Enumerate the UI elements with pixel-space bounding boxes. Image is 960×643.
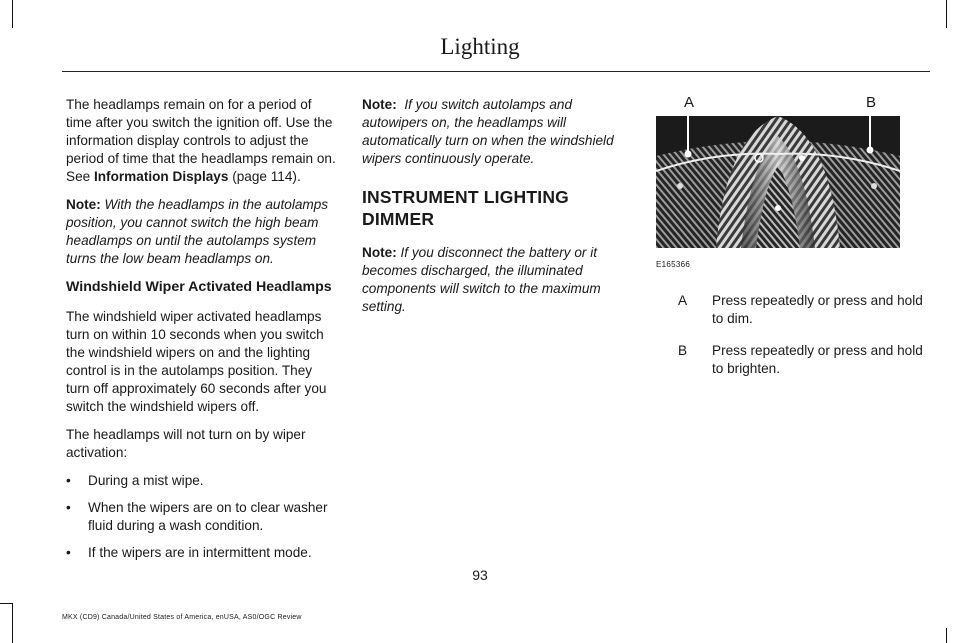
paragraph-wiper-activated: The windshield wiper activated headlamps turn on within 10 seconds when you switch the windshield wipers on and the lighting control is in the autolamps position. They turn off approximately 60 seconds after you switch the windshield wipers off. xyxy=(66,309,327,414)
crop-mark-top-right-v xyxy=(946,0,947,28)
definition-row-b xyxy=(656,342,926,378)
instrument-panel-image xyxy=(656,116,900,248)
instrument-panel-illustration xyxy=(656,116,900,248)
paragraph-headlamp-delay: The headlamps remain on for a period of time after you switch the ignition off. Use the information display controls to adjust the period of time that the headlamps remain on. See Information Displays (page 114). xyxy=(66,97,336,184)
column-middle xyxy=(362,96,630,326)
note-autowipers: Note: If you switch autolamps and autowipers on, the headlamps will automatically turn on when the windshield wipers continuously operate. xyxy=(362,97,614,166)
paragraph-will-not-turn-on: The headlamps will not turn on by wiper activation: xyxy=(66,427,306,460)
list-item: • When the wipers are on to clear washer fluid during a wash condition. xyxy=(66,500,328,533)
page-title: Lighting xyxy=(440,34,520,59)
crop-mark-bottom-right-v xyxy=(946,628,947,643)
callout-a: A xyxy=(684,94,695,111)
definition-key: B xyxy=(678,343,688,358)
link-information-displays[interactable]: Information Displays xyxy=(93,169,229,184)
callout-b: B xyxy=(866,94,877,111)
section-heading-dimmer: INSTRUMENT LIGHTING DIMMER xyxy=(362,187,569,229)
bullet-list xyxy=(66,472,338,562)
definition-text: Press repeatedly or press and hold to dim. xyxy=(712,293,923,326)
definition-row-a xyxy=(656,292,926,328)
figure-code: E165366 xyxy=(656,260,691,269)
column-left xyxy=(66,96,338,571)
definition-key: A xyxy=(678,293,688,308)
note-autolamps-high-beam: Note: With the headlamps in the autolamps position, you cannot switch the high beam headlamps on until the autolamps system turns the low beam headlamps on. xyxy=(66,197,329,266)
header-rule xyxy=(62,71,930,72)
column-right xyxy=(656,96,926,378)
crop-mark-bottom-left-v xyxy=(12,603,13,643)
list-item: • During a mist wipe. xyxy=(66,473,204,488)
page-number: 93 xyxy=(472,567,488,583)
note-battery: Note: If you disconnect the battery or it becomes discharged, the illuminated components will switch to the maximum setting. xyxy=(362,245,601,314)
crop-mark-top-left-v xyxy=(12,0,13,28)
crop-mark-bottom-left-h xyxy=(0,603,12,604)
footer-text: MKX (CD9) Canada/United States of America, enUSA, AS0/OGC Review xyxy=(62,614,302,621)
subheading-wiper-headlamps: Windshield Wiper Activated Headlamps xyxy=(66,279,332,295)
definition-text: Press repeatedly or press and hold to brighten. xyxy=(712,343,923,376)
list-item: • If the wipers are in intermittent mode. xyxy=(66,545,312,560)
